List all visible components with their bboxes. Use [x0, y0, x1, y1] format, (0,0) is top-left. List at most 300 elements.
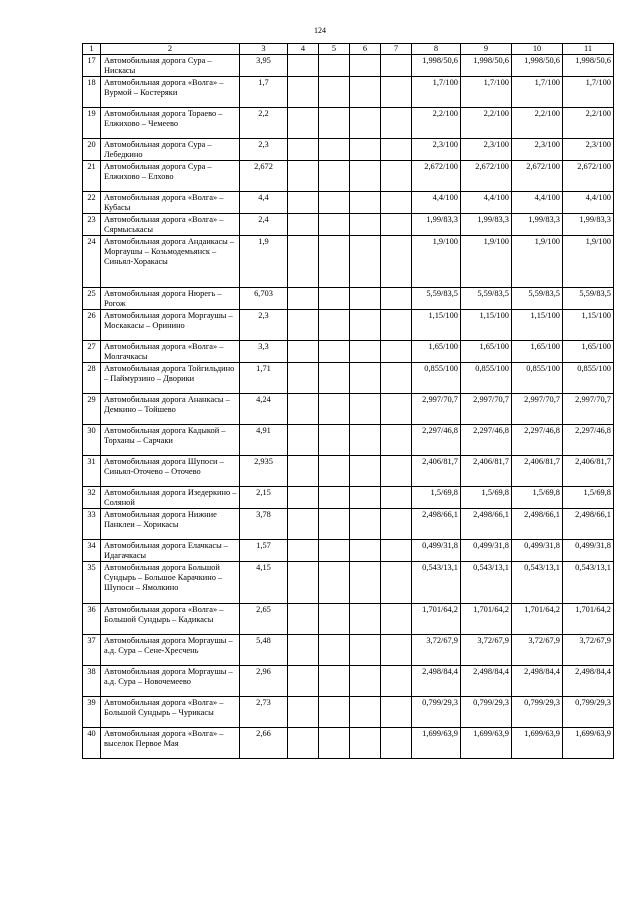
cell-col7 [381, 509, 412, 540]
cell-col6 [350, 425, 381, 456]
column-header: 4 [288, 44, 319, 55]
cell-col11: 2,406/81,7 [563, 456, 614, 487]
row-number: 35 [83, 562, 101, 604]
table-row [83, 425, 614, 456]
road-length: 1,57 [240, 540, 288, 562]
cell-col5 [319, 214, 350, 236]
row-number: 21 [83, 161, 101, 192]
cell-col8: 1,998/50,6 [412, 55, 461, 77]
cell-col10: 1,7/100 [512, 77, 563, 108]
road-name: Автомобильная дорога Моргаушы – а.д. Сура – Сене-Хресчень [101, 635, 240, 666]
cell-col6 [350, 161, 381, 192]
cell-col11: 0,543/13,1 [563, 562, 614, 604]
row-number: 33 [83, 509, 101, 540]
table-row [83, 139, 614, 161]
cell-col7 [381, 697, 412, 728]
cell-col9: 0,855/100 [461, 363, 512, 394]
cell-col6 [350, 288, 381, 310]
cell-col11: 4,4/100 [563, 192, 614, 214]
cell-col6 [350, 635, 381, 666]
row-number: 30 [83, 425, 101, 456]
road-name: Автомобильная дорога Сура – Елжихово – Елхово [101, 161, 240, 192]
cell-col4 [288, 456, 319, 487]
cell-col10: 0,543/13,1 [512, 562, 563, 604]
cell-col6 [350, 456, 381, 487]
road-name: Автомобильная дорога «Волга» – Молгачкасы [101, 341, 240, 363]
cell-col11: 1,15/100 [563, 310, 614, 341]
cell-col7 [381, 214, 412, 236]
cell-col4 [288, 604, 319, 635]
cell-col6 [350, 77, 381, 108]
road-name: Автомобильная дорога «Волга» – выселок Первое Мая [101, 728, 240, 759]
road-length: 3,78 [240, 509, 288, 540]
cell-col7 [381, 139, 412, 161]
row-number: 39 [83, 697, 101, 728]
row-number: 36 [83, 604, 101, 635]
road-name: Автомобильная дорога Моргаушы – Москакасы – Оринино [101, 310, 240, 341]
road-length: 2,66 [240, 728, 288, 759]
table-row [83, 108, 614, 139]
cell-col8: 2,3/100 [412, 139, 461, 161]
cell-col10: 0,499/31,8 [512, 540, 563, 562]
cell-col5 [319, 540, 350, 562]
cell-col9: 1,699/63,9 [461, 728, 512, 759]
table-row [83, 562, 614, 604]
road-name: Автомобильная дорога Тораево – Елжихово – Чемеево [101, 108, 240, 139]
cell-col11: 5,59/83,5 [563, 288, 614, 310]
table-row [83, 456, 614, 487]
road-length: 5,48 [240, 635, 288, 666]
cell-col5 [319, 161, 350, 192]
road-length: 1,7 [240, 77, 288, 108]
cell-col7 [381, 55, 412, 77]
cell-col4 [288, 214, 319, 236]
road-name: Автомобильная дорога «Волга» – Вурмой – Костеряки [101, 77, 240, 108]
cell-col9: 1,65/100 [461, 341, 512, 363]
cell-col10: 1,998/50,6 [512, 55, 563, 77]
road-name: Автомобильная дорога Кадыкой – Торханы – Сарчаки [101, 425, 240, 456]
cell-col10: 0,855/100 [512, 363, 563, 394]
cell-col7 [381, 666, 412, 697]
cell-col9: 2,297/46,8 [461, 425, 512, 456]
cell-col11: 1,9/100 [563, 236, 614, 288]
cell-col11: 0,499/31,8 [563, 540, 614, 562]
road-name: Автомобильная дорога Нижние Панклеи – Хорикасы [101, 509, 240, 540]
cell-col4 [288, 666, 319, 697]
cell-col6 [350, 728, 381, 759]
cell-col6 [350, 236, 381, 288]
row-number: 23 [83, 214, 101, 236]
cell-col7 [381, 77, 412, 108]
row-number: 20 [83, 139, 101, 161]
cell-col10: 1,99/83,3 [512, 214, 563, 236]
cell-col10: 2,3/100 [512, 139, 563, 161]
cell-col10: 4,4/100 [512, 192, 563, 214]
table-row [83, 214, 614, 236]
road-name: Автомобильная дорога Изедеркино – Соляной [101, 487, 240, 509]
cell-col7 [381, 288, 412, 310]
road-length: 1,9 [240, 236, 288, 288]
column-header: 6 [350, 44, 381, 55]
row-number: 38 [83, 666, 101, 697]
cell-col8: 2,406/81,7 [412, 456, 461, 487]
row-number: 19 [83, 108, 101, 139]
road-length: 2,3 [240, 139, 288, 161]
cell-col6 [350, 394, 381, 425]
row-number: 17 [83, 55, 101, 77]
road-name: Автомобильная дорога Сура – Нискасы [101, 55, 240, 77]
row-number: 28 [83, 363, 101, 394]
cell-col8: 2,672/100 [412, 161, 461, 192]
cell-col4 [288, 487, 319, 509]
road-length: 2,15 [240, 487, 288, 509]
cell-col9: 2,498/66,1 [461, 509, 512, 540]
cell-col4 [288, 341, 319, 363]
cell-col5 [319, 562, 350, 604]
cell-col7 [381, 425, 412, 456]
cell-col7 [381, 394, 412, 425]
road-length: 1,71 [240, 363, 288, 394]
cell-col8: 1,15/100 [412, 310, 461, 341]
cell-col4 [288, 363, 319, 394]
cell-col8: 0,543/13,1 [412, 562, 461, 604]
cell-col5 [319, 635, 350, 666]
road-length: 6,703 [240, 288, 288, 310]
cell-col4 [288, 108, 319, 139]
cell-col10: 2,997/70,7 [512, 394, 563, 425]
cell-col11: 2,498/84,4 [563, 666, 614, 697]
table-row [83, 341, 614, 363]
cell-col8: 4,4/100 [412, 192, 461, 214]
road-length: 4,24 [240, 394, 288, 425]
row-number: 18 [83, 77, 101, 108]
cell-col8: 2,498/66,1 [412, 509, 461, 540]
cell-col8: 0,855/100 [412, 363, 461, 394]
cell-col5 [319, 728, 350, 759]
table-row [83, 666, 614, 697]
cell-col5 [319, 341, 350, 363]
row-number: 27 [83, 341, 101, 363]
cell-col5 [319, 77, 350, 108]
column-header: 3 [240, 44, 288, 55]
road-length: 2,73 [240, 697, 288, 728]
cell-col5 [319, 456, 350, 487]
road-length: 3,3 [240, 341, 288, 363]
cell-col10: 1,9/100 [512, 236, 563, 288]
road-length: 2,672 [240, 161, 288, 192]
cell-col7 [381, 562, 412, 604]
cell-col9: 1,99/83,3 [461, 214, 512, 236]
cell-col9: 2,406/81,7 [461, 456, 512, 487]
cell-col6 [350, 562, 381, 604]
cell-col4 [288, 236, 319, 288]
cell-col7 [381, 236, 412, 288]
cell-col5 [319, 108, 350, 139]
cell-col4 [288, 192, 319, 214]
table-row [83, 540, 614, 562]
row-number: 25 [83, 288, 101, 310]
road-name: Автомобильная дорога Моргаушы – а.д. Сура – Новочемеево [101, 666, 240, 697]
cell-col10: 0,799/29,3 [512, 697, 563, 728]
table-row [83, 394, 614, 425]
cell-col4 [288, 288, 319, 310]
road-length: 2,4 [240, 214, 288, 236]
cell-col8: 2,997/70,7 [412, 394, 461, 425]
road-name: Автомобильная дорога «Волга» – Большой Сундырь – Чурикасы [101, 697, 240, 728]
cell-col11: 1,7/100 [563, 77, 614, 108]
cell-col10: 1,699/63,9 [512, 728, 563, 759]
cell-col9: 2,672/100 [461, 161, 512, 192]
road-length: 2,935 [240, 456, 288, 487]
cell-col10: 5,59/83,5 [512, 288, 563, 310]
cell-col11: 2,297/46,8 [563, 425, 614, 456]
cell-col10: 2,2/100 [512, 108, 563, 139]
column-header: 2 [101, 44, 240, 55]
row-number: 24 [83, 236, 101, 288]
column-header: 7 [381, 44, 412, 55]
cell-col11: 2,498/66,1 [563, 509, 614, 540]
road-length: 2,96 [240, 666, 288, 697]
cell-col8: 3,72/67,9 [412, 635, 461, 666]
cell-col5 [319, 604, 350, 635]
cell-col10: 1,15/100 [512, 310, 563, 341]
cell-col11: 2,997/70,7 [563, 394, 614, 425]
cell-col4 [288, 540, 319, 562]
cell-col7 [381, 192, 412, 214]
row-number: 29 [83, 394, 101, 425]
cell-col11: 2,3/100 [563, 139, 614, 161]
cell-col7 [381, 604, 412, 635]
cell-col5 [319, 394, 350, 425]
road-name: Автомобильная дорога «Волга» – Большой Сундырь – Кадикасы [101, 604, 240, 635]
roads-table [82, 43, 614, 759]
page-number: 124 [314, 26, 326, 35]
table-row [83, 288, 614, 310]
road-name: Автомобильная дорога Елачкасы – Идагачкасы [101, 540, 240, 562]
cell-col9: 2,2/100 [461, 108, 512, 139]
cell-col5 [319, 425, 350, 456]
road-name: Автомобильная дорога Андаикасы – Моргаушы – Козьмодемьянск – Синьял-Хоракасы [101, 236, 240, 288]
cell-col11: 1,699/63,9 [563, 728, 614, 759]
table-row [83, 509, 614, 540]
column-header: 11 [563, 44, 614, 55]
road-length: 3,95 [240, 55, 288, 77]
column-header: 8 [412, 44, 461, 55]
cell-col9: 2,997/70,7 [461, 394, 512, 425]
cell-col10: 2,297/46,8 [512, 425, 563, 456]
cell-col6 [350, 363, 381, 394]
road-length: 2,2 [240, 108, 288, 139]
cell-col11: 0,855/100 [563, 363, 614, 394]
cell-col7 [381, 341, 412, 363]
cell-col4 [288, 77, 319, 108]
cell-col9: 0,543/13,1 [461, 562, 512, 604]
cell-col4 [288, 310, 319, 341]
cell-col11: 1,65/100 [563, 341, 614, 363]
cell-col8: 2,297/46,8 [412, 425, 461, 456]
table-row [83, 236, 614, 288]
cell-col7 [381, 363, 412, 394]
cell-col4 [288, 697, 319, 728]
row-number: 37 [83, 635, 101, 666]
cell-col5 [319, 363, 350, 394]
cell-col10: 3,72/67,9 [512, 635, 563, 666]
row-number: 34 [83, 540, 101, 562]
cell-col9: 3,72/67,9 [461, 635, 512, 666]
cell-col9: 0,499/31,8 [461, 540, 512, 562]
cell-col10: 1,65/100 [512, 341, 563, 363]
cell-col6 [350, 666, 381, 697]
cell-col11: 1,5/69,8 [563, 487, 614, 509]
cell-col7 [381, 635, 412, 666]
cell-col9: 2,498/84,4 [461, 666, 512, 697]
cell-col6 [350, 341, 381, 363]
table-row [83, 363, 614, 394]
cell-col5 [319, 509, 350, 540]
cell-col8: 1,699/63,9 [412, 728, 461, 759]
road-length: 4,15 [240, 562, 288, 604]
cell-col4 [288, 55, 319, 77]
cell-col6 [350, 487, 381, 509]
column-header: 1 [83, 44, 101, 55]
cell-col7 [381, 540, 412, 562]
cell-col6 [350, 139, 381, 161]
table-row [83, 635, 614, 666]
column-header: 5 [319, 44, 350, 55]
cell-col4 [288, 394, 319, 425]
cell-col11: 1,998/50,6 [563, 55, 614, 77]
cell-col9: 1,9/100 [461, 236, 512, 288]
cell-col10: 1,701/64,2 [512, 604, 563, 635]
cell-col9: 1,5/69,8 [461, 487, 512, 509]
table-row [83, 55, 614, 77]
row-number: 22 [83, 192, 101, 214]
cell-col4 [288, 425, 319, 456]
road-name: Автомобильная дорога «Волга» – Кубасы [101, 192, 240, 214]
cell-col9: 0,799/29,3 [461, 697, 512, 728]
cell-col9: 4,4/100 [461, 192, 512, 214]
cell-col11: 3,72/67,9 [563, 635, 614, 666]
cell-col5 [319, 55, 350, 77]
cell-col10: 2,672/100 [512, 161, 563, 192]
cell-col9: 1,701/64,2 [461, 604, 512, 635]
cell-col7 [381, 487, 412, 509]
table-row [83, 697, 614, 728]
cell-col6 [350, 214, 381, 236]
cell-col5 [319, 192, 350, 214]
cell-col9: 1,15/100 [461, 310, 512, 341]
cell-col6 [350, 540, 381, 562]
cell-col11: 1,701/64,2 [563, 604, 614, 635]
road-length: 4,91 [240, 425, 288, 456]
cell-col4 [288, 509, 319, 540]
cell-col7 [381, 161, 412, 192]
cell-col4 [288, 139, 319, 161]
cell-col11: 2,2/100 [563, 108, 614, 139]
row-number: 32 [83, 487, 101, 509]
cell-col6 [350, 509, 381, 540]
table-body [83, 55, 614, 759]
table-row [83, 161, 614, 192]
road-length: 2,3 [240, 310, 288, 341]
cell-col5 [319, 487, 350, 509]
cell-col7 [381, 108, 412, 139]
cell-col8: 1,701/64,2 [412, 604, 461, 635]
table-row [83, 77, 614, 108]
cell-col4 [288, 161, 319, 192]
cell-col8: 1,7/100 [412, 77, 461, 108]
road-length: 2,65 [240, 604, 288, 635]
cell-col11: 2,672/100 [563, 161, 614, 192]
cell-col5 [319, 666, 350, 697]
cell-col6 [350, 108, 381, 139]
road-length: 4,4 [240, 192, 288, 214]
cell-col7 [381, 728, 412, 759]
cell-col6 [350, 55, 381, 77]
cell-col6 [350, 310, 381, 341]
table-row [83, 310, 614, 341]
cell-col4 [288, 562, 319, 604]
road-name: Автомобильная дорога Большой Сундырь – Большое Карачкино – Шупоси – Ямолкино [101, 562, 240, 604]
cell-col10: 2,498/84,4 [512, 666, 563, 697]
table-row [83, 487, 614, 509]
cell-col8: 2,2/100 [412, 108, 461, 139]
cell-col6 [350, 604, 381, 635]
cell-col10: 2,406/81,7 [512, 456, 563, 487]
cell-col6 [350, 697, 381, 728]
cell-col10: 1,5/69,8 [512, 487, 563, 509]
cell-col5 [319, 288, 350, 310]
cell-col5 [319, 697, 350, 728]
cell-col8: 0,499/31,8 [412, 540, 461, 562]
road-name: Автомобильная дорога Нюрегь – Рогож [101, 288, 240, 310]
cell-col10: 2,498/66,1 [512, 509, 563, 540]
header-row [83, 44, 614, 55]
table-row [83, 604, 614, 635]
cell-col4 [288, 728, 319, 759]
cell-col11: 0,799/29,3 [563, 697, 614, 728]
road-name: Автомобильная дорога Шупоси – Синьял-Оточево – Оточево [101, 456, 240, 487]
cell-col8: 1,99/83,3 [412, 214, 461, 236]
cell-col9: 1,7/100 [461, 77, 512, 108]
cell-col7 [381, 456, 412, 487]
cell-col5 [319, 310, 350, 341]
cell-col8: 1,5/69,8 [412, 487, 461, 509]
row-number: 31 [83, 456, 101, 487]
row-number: 26 [83, 310, 101, 341]
cell-col5 [319, 236, 350, 288]
cell-col5 [319, 139, 350, 161]
road-name: Автомобильная дорога Тойгильдино – Паймурзино – Дворики [101, 363, 240, 394]
table-row [83, 728, 614, 759]
cell-col8: 1,9/100 [412, 236, 461, 288]
cell-col8: 2,498/84,4 [412, 666, 461, 697]
cell-col8: 1,65/100 [412, 341, 461, 363]
column-header: 10 [512, 44, 563, 55]
cell-col9: 2,3/100 [461, 139, 512, 161]
road-name: Автомобильная дорога «Волга» – Сярмыськасы [101, 214, 240, 236]
cell-col11: 1,99/83,3 [563, 214, 614, 236]
cell-col8: 0,799/29,3 [412, 697, 461, 728]
cell-col7 [381, 310, 412, 341]
cell-col9: 1,998/50,6 [461, 55, 512, 77]
road-name: Автомобильная дорога Ананкасы – Демкино – Тойшево [101, 394, 240, 425]
cell-col6 [350, 192, 381, 214]
cell-col8: 5,59/83,5 [412, 288, 461, 310]
row-number: 40 [83, 728, 101, 759]
cell-col4 [288, 635, 319, 666]
table-row [83, 192, 614, 214]
